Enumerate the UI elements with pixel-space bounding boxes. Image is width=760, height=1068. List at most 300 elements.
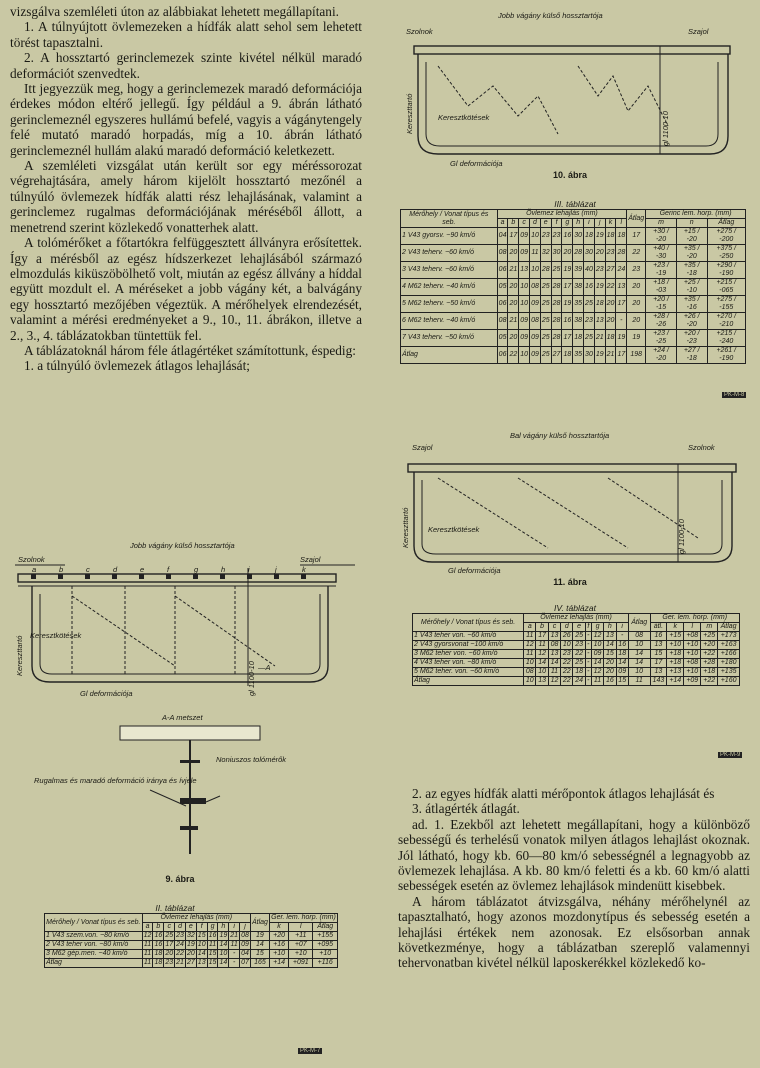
table-cell: +261 / -190: [707, 347, 745, 364]
table-cell: 10: [519, 347, 530, 364]
table-cell: 09: [530, 347, 541, 364]
table-cell: Átlag: [401, 347, 498, 364]
table-cell: 08: [530, 313, 541, 330]
table-cell: 19: [562, 296, 573, 313]
table-cell: +275 / -200: [707, 228, 745, 245]
table-row: [45, 950, 338, 959]
fig11-left: Szajol: [412, 443, 433, 452]
table-3: [400, 209, 746, 364]
table-cell: +30 / -20: [646, 228, 677, 245]
table-cell: 09: [519, 313, 530, 330]
fig9-gauge: Noniuszos tolómérők: [216, 755, 287, 764]
fig9-point-label: k: [302, 565, 306, 574]
table-cell: 06: [497, 347, 508, 364]
table-cell: d: [530, 219, 541, 228]
table-cell: 25: [165, 932, 174, 939]
table-cell: +116: [313, 959, 338, 968]
table-row: [413, 641, 740, 650]
table-cell: +08: [684, 659, 701, 668]
table-cell: h: [573, 219, 584, 228]
table-cell: 10: [536, 668, 548, 677]
fig9-title: Jobb vágány külső hossztartója: [130, 541, 235, 550]
table-cell: 22: [176, 950, 184, 957]
table-cell: 40: [584, 262, 595, 279]
table2-title: II. táblázat: [155, 903, 195, 913]
fig9-point-label: c: [86, 565, 90, 574]
table-cell: 18: [605, 228, 616, 245]
table-cell: +23 / -19: [646, 262, 677, 279]
fig9-point-label: h: [221, 565, 226, 574]
table-cell: Átlag: [250, 914, 269, 932]
paragraph: A szemléleti vizsgálat után került sor egy méréssorozat végrehajtására, amely három kijelölt hossztartó mezőnél a túlnyúló övlemezek hídfák alatti rész lehajlásának, valamint a gerinclemez rugalmas deformációjának méréséből állott, a menetrend szerint közlekedő vonatterhek alatt.: [10, 158, 362, 235]
table-cell: +14: [667, 677, 684, 686]
table-cell: 17: [562, 330, 573, 347]
table-cell: 24: [176, 941, 184, 948]
table-cell: 3 M62 gép.men. ~40 km/ó: [45, 950, 143, 959]
table-cell: 23: [176, 932, 184, 939]
table-cell: 32: [540, 245, 551, 262]
table-cell: d: [175, 923, 186, 932]
table-cell: 21: [594, 330, 605, 347]
fig10-cross-beam: Kereszttartó: [405, 93, 414, 134]
table-cell: -: [587, 677, 590, 684]
table-cell: +160: [718, 677, 740, 686]
table-cell: +10: [684, 668, 701, 677]
table-cell: 25: [573, 632, 585, 641]
table-cell: +28: [701, 659, 718, 668]
table-cell: +18: [667, 659, 684, 668]
table-cell: 23: [627, 262, 646, 279]
table-cell: 25: [540, 347, 551, 364]
table-cell: 1 V43 teher von. ~60 km/ó: [413, 632, 524, 641]
table-cell: 20: [604, 668, 616, 677]
table-cell: 19: [616, 330, 627, 347]
table-cell: 09: [241, 941, 249, 948]
table-cell: +22: [701, 650, 718, 659]
table-cell: 18: [573, 330, 584, 347]
fig10-title: Jobb vágány külső hossztartója: [498, 11, 603, 20]
table-cell: +26 / -20: [676, 313, 707, 330]
table-cell: j: [240, 923, 251, 932]
table-cell: 23: [165, 959, 174, 966]
table-cell: 27: [605, 262, 616, 279]
table-cell: +20 / -23: [676, 330, 707, 347]
table-cell: 07: [241, 959, 249, 966]
fig9-point-label: d: [113, 565, 118, 574]
table-cell: 14: [604, 641, 616, 650]
table-cell: 32: [186, 932, 195, 939]
table-row: [401, 313, 746, 330]
table-cell: b: [536, 623, 548, 632]
table-cell: Mérőhely / Vonat típus és seb.: [45, 914, 143, 932]
table-cell: 16: [208, 932, 217, 939]
table-cell: 16: [562, 313, 573, 330]
stamp: PK-M-9: [720, 752, 741, 758]
table-cell: Gerinc lem. horp. (mm): [646, 210, 746, 219]
table-cell: 22: [561, 677, 573, 686]
left-column: [10, 4, 362, 374]
table-cell: 14: [548, 659, 560, 668]
table-cell: 23: [561, 650, 573, 659]
table-cell: 20: [165, 950, 174, 957]
table-cell: 25: [540, 330, 551, 347]
table-4: [412, 613, 740, 686]
table-cell: 21: [230, 932, 239, 939]
table-cell: 25: [540, 313, 551, 330]
table-cell: 22: [573, 650, 585, 659]
table-cell: 09: [519, 228, 530, 245]
table-cell: 11: [230, 941, 238, 948]
table-cell: 16: [154, 941, 163, 948]
table-cell: 19: [627, 330, 646, 347]
table-cell: c: [164, 923, 175, 932]
table-cell: -: [587, 668, 590, 675]
fig9-deform: Gl deformációja: [80, 689, 133, 698]
table-cell: 10: [519, 279, 530, 296]
table-cell: 20: [508, 279, 519, 296]
table-cell: 20: [562, 245, 573, 262]
table-cell: 39: [573, 262, 584, 279]
table-cell: -: [587, 632, 590, 639]
table-cell: 10: [530, 228, 541, 245]
table-cell: Mérőhely / Vonat típus és seb.: [413, 614, 524, 632]
table-cell: 18: [584, 228, 595, 245]
fig11-right: Szolnok: [688, 443, 715, 452]
table-cell: 17: [165, 941, 174, 948]
table-cell: -: [587, 641, 590, 648]
table-cell: 2 V43 gyorsvonat ~100 km/ó: [413, 641, 524, 650]
table-row: [45, 959, 338, 968]
fig9-point-label: b: [59, 565, 64, 574]
fig10-bracing: Keresztkötések: [438, 113, 490, 122]
table-cell: 18: [616, 650, 628, 659]
table-cell: 18: [616, 228, 627, 245]
table-cell: 23: [573, 641, 585, 650]
table-cell: 4 M62 teherv. ~40 km/ó: [401, 279, 498, 296]
table-cell: 06: [497, 296, 508, 313]
table-cell: 17: [616, 296, 627, 313]
table-row: [413, 659, 740, 668]
table4-title: IV. táblázat: [554, 603, 596, 613]
table-cell: +24 / -20: [646, 347, 677, 364]
table-cell: 12: [591, 632, 603, 641]
table-cell: l: [684, 623, 701, 632]
table-header-row: [401, 210, 746, 219]
table-cell: 06: [497, 262, 508, 279]
table-cell: +215 / -240: [707, 330, 745, 347]
table-cell: +10: [269, 950, 288, 959]
table-cell: m: [701, 623, 718, 632]
table-cell: +275 / -155: [707, 296, 745, 313]
table-cell: 14: [219, 959, 228, 966]
table-cell: 19: [594, 347, 605, 364]
stamp: PK-M-7: [300, 1048, 321, 1054]
table-cell: 18: [594, 296, 605, 313]
table-cell: 24: [573, 677, 585, 686]
paragraph: 1. A túlnyújtott övlemezeken a hídfák alatt sehol sem lehetett törést tapasztalni.: [10, 19, 362, 50]
table-cell: 19: [594, 279, 605, 296]
paragraph: 2. A hossztartó gerinclemezek szinte kivétel nélkül maradó deformációt szenvedtek.: [10, 50, 362, 81]
table-cell: 15: [208, 959, 217, 966]
table-cell: 18: [154, 950, 163, 957]
table-cell: 08: [497, 245, 508, 262]
table-cell: i: [229, 923, 240, 932]
table-cell: 13: [548, 632, 560, 641]
table-cell: h: [604, 623, 616, 632]
table-cell: +290 / -190: [707, 262, 745, 279]
table-cell: 12: [143, 932, 152, 939]
table-cell: 30: [584, 245, 595, 262]
table-cell: 11: [530, 245, 541, 262]
fig9-left-label: Szolnok: [18, 555, 45, 564]
table-cell: 12: [524, 641, 536, 650]
fig9-point-label: g: [194, 565, 199, 574]
table-cell: 25: [551, 262, 562, 279]
fig9-point-marker: [193, 574, 198, 579]
table-cell: +35 / -18: [676, 262, 707, 279]
table-cell: 10: [524, 659, 536, 668]
table-cell: 17: [650, 659, 667, 668]
fig9-point-marker: [274, 574, 279, 579]
table-cell: 22: [605, 279, 616, 296]
fig9-section: A-A metszet: [162, 713, 203, 722]
table-cell: 21: [508, 313, 519, 330]
table-cell: 13: [548, 650, 560, 659]
paragraph: vizsgálva szemléleti úton az alábbiakat lehetett megállapítani.: [10, 4, 339, 19]
table-cell: 18: [154, 959, 163, 966]
table-cell: i: [616, 623, 628, 632]
table-cell: 17: [508, 228, 519, 245]
table-cell: a: [142, 923, 153, 932]
table-cell: +35 / -20: [676, 245, 707, 262]
table-cell: 08: [530, 279, 541, 296]
table-cell: 11: [591, 677, 603, 686]
table-cell: +18: [701, 668, 718, 677]
table-cell: 165: [250, 959, 269, 968]
fig9-point-label: f: [167, 565, 170, 574]
table-cell: 11: [143, 950, 152, 957]
table-cell: 17: [562, 279, 573, 296]
stamp: PK-M-8: [724, 392, 745, 398]
table-cell: 14: [197, 950, 206, 957]
table-cell: 08: [548, 641, 560, 650]
table-cell: 35: [573, 296, 584, 313]
table-cell: 20: [186, 950, 195, 957]
table-cell: 23: [605, 245, 616, 262]
table-cell: 11: [524, 650, 536, 659]
table-row: [401, 347, 746, 364]
table-cell: -: [229, 950, 240, 959]
fig9-point-label: i: [248, 565, 250, 574]
fig9-spring-note: Rugalmas és maradó deformáció iránya és ívjele: [34, 776, 197, 785]
figure-9: [10, 536, 362, 866]
table-cell: 15: [650, 650, 667, 659]
table-cell: m: [646, 219, 677, 228]
table-cell: 11: [208, 941, 217, 948]
table-cell: 11: [143, 941, 152, 948]
table-cell: 20: [508, 245, 519, 262]
table-cell: f: [585, 623, 591, 632]
table-cell: 08: [524, 668, 536, 677]
table-cell: 16: [604, 677, 616, 686]
table-cell: c: [519, 219, 530, 228]
table-cell: 05: [497, 279, 508, 296]
table-cell: k: [269, 923, 288, 932]
table-cell: k: [667, 623, 684, 632]
table-cell: 22: [627, 245, 646, 262]
table-cell: +20 / -15: [646, 296, 677, 313]
table-cell: g: [562, 219, 573, 228]
table-row: [45, 941, 338, 950]
table-cell: +07: [289, 941, 313, 950]
fig9-girder: gl 1100-10: [247, 661, 256, 696]
table-cell: +163: [718, 641, 740, 650]
table-cell: 24: [616, 262, 627, 279]
fig11-bracing: Keresztkötések: [428, 525, 480, 534]
table-cell: +11: [289, 932, 313, 941]
table-cell: 19: [186, 941, 195, 948]
table-cell: 28: [551, 296, 562, 313]
table-cell: 19: [594, 228, 605, 245]
table-cell: +28 / -26: [646, 313, 677, 330]
table-cell: 23: [551, 228, 562, 245]
table-cell: 35: [573, 347, 584, 364]
table-row: [401, 279, 746, 296]
table-cell: 08: [241, 932, 249, 939]
table-cell: +13: [667, 668, 684, 677]
table-cell: 22: [561, 668, 573, 677]
table-cell: Átlag: [413, 677, 524, 686]
table-cell: 11: [524, 632, 536, 641]
fig9-point-marker: [301, 574, 306, 579]
table-cell: 14: [536, 659, 548, 668]
table-cell: 11: [628, 677, 650, 686]
table-cell: l: [616, 219, 627, 228]
table-cell: 10: [524, 677, 536, 686]
paragraph: A tolómérőket a főtartókra felfüggesztett állványra erősítettek. Így a mérésből az egész hídszerkezet lehajlásából származó elmozdulás kiküszöbölhető volt, miután az egész állvány a híddal együtt mozdult el. A méréseket a jobb vágány két, a balvágány egy hossztartó mezőjében végeztük. A mérőhelyek elrendezését, valamint a mérési eredményeket a 9., 10., 11. ábrákon, illetve a 2., 3., 4. táblázatokban tüntettük fel.: [10, 235, 362, 343]
table-cell: k: [605, 219, 616, 228]
fig11-deform: Gl deformációja: [448, 566, 501, 575]
table-cell: +08: [684, 632, 701, 641]
table-cell: +10: [667, 641, 684, 650]
table-cell: 28: [551, 279, 562, 296]
table-cell: b: [508, 219, 519, 228]
table-cell: 19: [562, 262, 573, 279]
table-cell: +091: [289, 959, 313, 968]
table-cell: Átlag: [628, 614, 650, 632]
table-cell: 28: [616, 245, 627, 262]
table-cell: 13: [616, 279, 627, 296]
table-cell: 6 M62 teherv. ~40 km/ó: [401, 313, 498, 330]
table-cell: -: [587, 650, 590, 657]
table-row: [413, 677, 740, 686]
table-cell: l: [289, 923, 313, 932]
table-cell: átl.: [650, 623, 667, 632]
fig9-point-marker: [58, 574, 63, 579]
paragraph: 3. átlagérték átlagát.: [412, 801, 520, 817]
table-cell: 27: [186, 959, 195, 966]
table-cell: 16: [154, 932, 163, 939]
table-cell: j: [594, 219, 605, 228]
table-2: [44, 913, 338, 968]
table-cell: +20: [701, 641, 718, 650]
table-cell: 27: [551, 347, 562, 364]
table-cell: 20: [627, 279, 646, 296]
table-cell: 10: [197, 941, 206, 948]
table-row: [401, 296, 746, 313]
table-cell: 12: [591, 668, 603, 677]
table-cell: +10: [289, 950, 313, 959]
table-cell: 10: [219, 950, 228, 957]
figure-11: [398, 428, 750, 578]
paragraph: A táblázatoknál három féle átlagértéket számítottunk, éspedig:: [24, 342, 356, 358]
table-cell: +14: [269, 959, 288, 968]
table-cell: 2 V43 teher von. ~80 km/ó: [45, 941, 143, 950]
table-cell: 11: [143, 959, 152, 966]
table-cell: +375 / -250: [707, 245, 745, 262]
table-cell: f: [196, 923, 207, 932]
table-cell: 12: [536, 650, 548, 659]
table-cell: 2 V43 teherv. ~60 km/ó: [401, 245, 498, 262]
table-cell: 25: [584, 296, 595, 313]
table-cell: -: [229, 959, 240, 968]
table-cell: 05: [497, 330, 508, 347]
table-cell: +10: [684, 650, 701, 659]
table-cell: 20: [605, 313, 616, 330]
table-row: [413, 650, 740, 659]
table-cell: 15: [250, 950, 269, 959]
fig9-point-marker: [31, 574, 36, 579]
table-cell: 13: [536, 677, 548, 686]
table-cell: 10: [628, 668, 650, 677]
table-cell: 4 V43 teher von. ~80 km/ó: [413, 659, 524, 668]
table-cell: a: [524, 623, 536, 632]
fig11-cross-beam: Kereszttartó: [401, 507, 410, 548]
table-cell: 13: [519, 262, 530, 279]
table3-title: III. táblázat: [554, 199, 596, 209]
table-cell: 13: [650, 668, 667, 677]
paragraph: 1. a túlnyúló övlemezek átlagos lehajlását;: [24, 358, 250, 374]
table-cell: 22: [561, 659, 573, 668]
table-cell: 14: [616, 659, 628, 668]
table-cell: 5 M62 teherv. ~50 km/ó: [401, 296, 498, 313]
table-cell: 18: [573, 668, 585, 677]
fig9-point-label: j: [275, 565, 277, 574]
table-cell: +25 / -10: [676, 279, 707, 296]
table-cell: 19: [219, 932, 228, 939]
table-cell: 09: [519, 245, 530, 262]
right-column: [398, 786, 750, 971]
fig9-point-marker: [166, 574, 171, 579]
table-cell: +09: [684, 677, 701, 686]
table-cell: 21: [176, 959, 184, 966]
table-cell: e: [185, 923, 196, 932]
fig10-right: Szajol: [688, 27, 709, 36]
fig11-title: Bal vágány külső hossztartója: [510, 431, 610, 440]
table-cell: a: [497, 219, 508, 228]
table-cell: Átlag: [313, 923, 338, 932]
table-cell: 09: [530, 330, 541, 347]
table-cell: g: [207, 923, 218, 932]
table-cell: 11: [548, 668, 560, 677]
table-cell: 20: [508, 296, 519, 313]
table-cell: +25: [701, 632, 718, 641]
table-cell: +27 / -18: [676, 347, 707, 364]
table-cell: e: [573, 623, 585, 632]
table-cell: 17: [616, 347, 627, 364]
table-cell: 16: [584, 279, 595, 296]
table-cell: 04: [241, 950, 249, 957]
